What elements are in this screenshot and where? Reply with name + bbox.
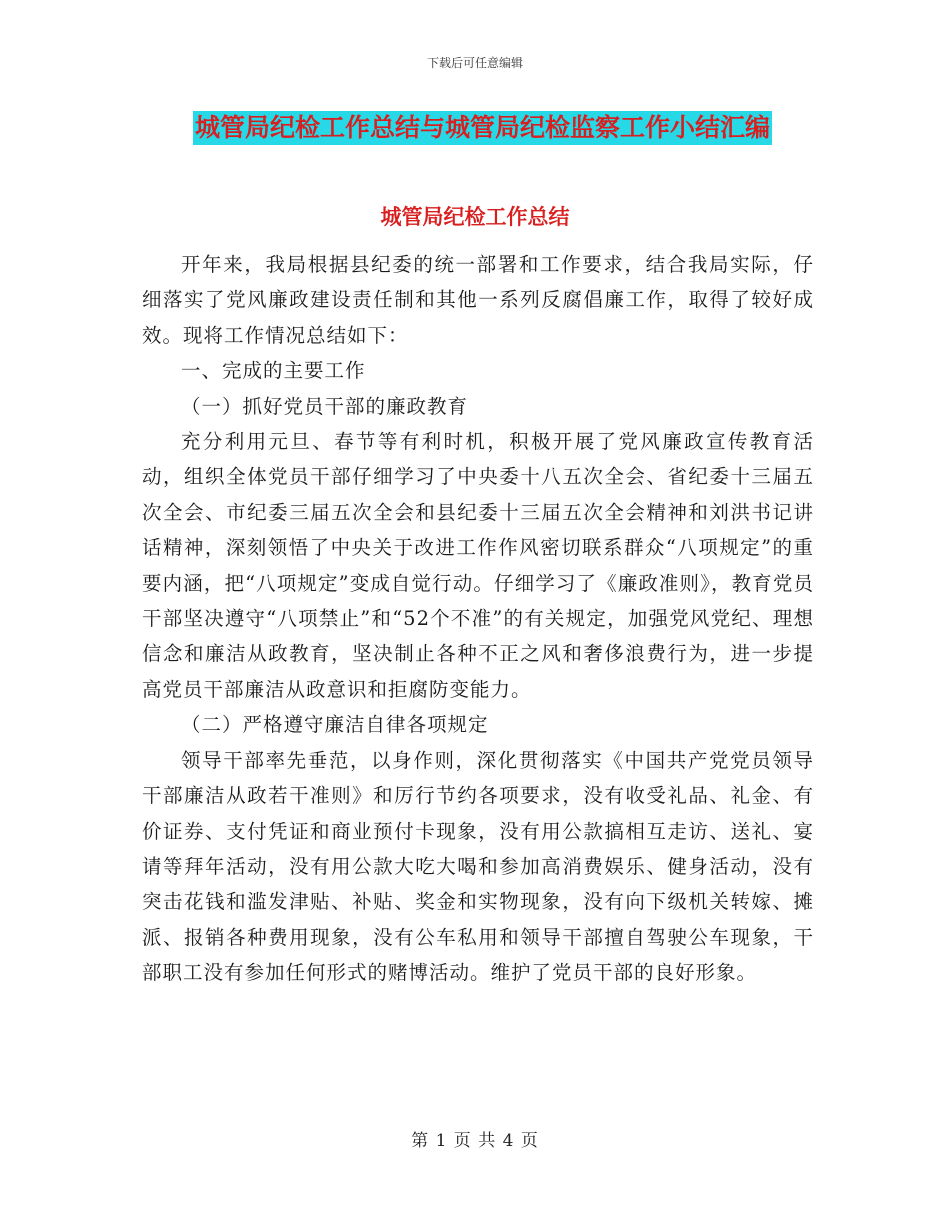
heading-integrity-education: （一）抓好党员干部的廉政教育 bbox=[181, 394, 469, 418]
heading-self-discipline: （二）严格遵守廉洁自律各项规定 bbox=[181, 713, 489, 737]
document-main-title: 城管局纪检工作总结与城管局纪检监察工作小结汇编 bbox=[193, 111, 772, 145]
page-footer: 第 1 页 共 4 页 bbox=[411, 1131, 539, 1151]
heading-main-work: 一、完成的主要工作 bbox=[181, 359, 366, 383]
section-title: 城管局纪检工作总结 bbox=[380, 205, 570, 229]
header-note: 下载后可任意编辑 bbox=[426, 56, 523, 70]
paragraph-intro: 开年来，我局根据县纪委的统一部署和工作要求，结合我局实际，仔细落实了党风廉政建设责任制和其他一系列反腐倡廉工作，取得了较好成效。现将工作情况总结如下： bbox=[142, 253, 814, 347]
paragraph-education: 充分利用元旦、春节等有利时机，积极开展了党风廉政宣传教育活动，组织全体党员干部仔细学习了中央委十八五次全会、省纪委十三届五次全会、市纪委三届五次全会和县纪委十三届五次全会精神和刘洪书记讲话精神，深刻领悟了中央关于改进工作作风密切联系群众“八项规定”的重要内涵，把“八项规定”变成自觉行动。仔细学习了《廉政准则》，教育党员干部坚决遵守“八项禁止”和“52个不准”的有关规定，加强党风党纪、理想信念和廉洁从政教育，坚决制止各种不正之风和奢侈浪费行为，进一步提高党员干部廉洁从政意识和拒腐防变能力。 bbox=[142, 430, 814, 701]
document-body bbox=[142, 247, 814, 991]
paragraph-self-discipline: 领导干部率先垂范，以身作则，深化贯彻落实《中国共产党党员领导干部廉洁从政若干准则》和厉行节约各项要求，没有收受礼品、礼金、有价证券、支付凭证和商业预付卡现象，没有用公款搞相互走访、送礼、宴请等拜年活动，没有用公款大吃大喝和参加高消费娱乐、健身活动，没有突击花钱和滥发津贴、补贴、奖金和实物现象，没有向下级机关转嫁、摊派、报销各种费用现象，没有公车私用和领导干部擅自驾驶公车现象，干部职工没有参加任何形式的赌博活动。维护了党员干部的良好形象。 bbox=[142, 748, 814, 985]
